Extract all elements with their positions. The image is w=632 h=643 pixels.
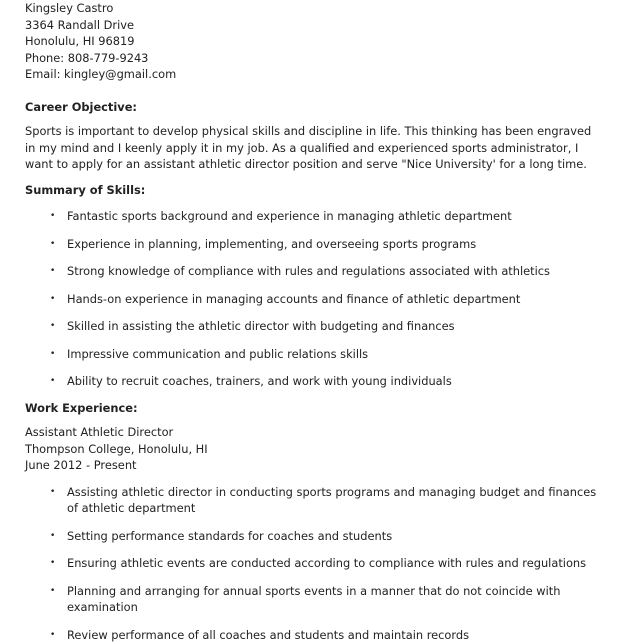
candidate-name: Kingsley Castro — [25, 0, 632, 17]
list-item — [25, 528, 607, 545]
list-item-text: Review performance of all coaches and students and maintain records — [67, 628, 469, 642]
bullet-icon: • — [50, 484, 55, 501]
list-item-text: Setting performance standards for coaches and students — [67, 529, 392, 543]
bullet-icon: • — [50, 373, 55, 390]
list-item-text: Ability to recruit coaches, trainers, and work with young individuals — [67, 374, 452, 388]
address-line-1: 3364 Randall Drive — [25, 17, 632, 34]
bullet-icon: • — [50, 318, 55, 335]
email-line: Email: kingley@gmail.com — [25, 66, 632, 83]
job-details — [25, 424, 632, 474]
list-item — [25, 291, 607, 308]
list-item-text: Fantastic sports background and experience in managing athletic department — [67, 209, 512, 223]
bullet-icon: • — [50, 263, 55, 280]
bullet-icon: • — [50, 208, 55, 225]
job-dates: June 2012 - Present — [25, 457, 632, 474]
skills-list — [25, 208, 632, 390]
list-item-text: Strong knowledge of compliance with rules and regulations associated with athletics — [67, 264, 550, 278]
list-item-text: Hands-on experience in managing accounts and finance of athletic department — [67, 292, 520, 306]
list-item — [25, 208, 607, 225]
work-experience-heading: Work Experience: — [25, 400, 632, 417]
contact-block — [25, 0, 632, 83]
bullet-icon: • — [50, 291, 55, 308]
bullet-icon: • — [50, 528, 55, 545]
list-item-text: Planning and arranging for annual sports events in a manner that do not coincide with examination — [67, 584, 560, 615]
skills-summary-heading: Summary of Skills: — [25, 182, 632, 199]
career-objective-heading: Career Objective: — [25, 99, 632, 116]
list-item-text: Assisting athletic director in conducting sports programs and managing budget and finances of athletic department — [67, 485, 596, 516]
list-item — [25, 318, 607, 335]
employer: Thompson College, Honolulu, HI — [25, 441, 632, 458]
list-item — [25, 627, 607, 643]
list-item — [25, 583, 607, 616]
address-line-2: Honolulu, HI 96819 — [25, 33, 632, 50]
bullet-icon: • — [50, 627, 55, 643]
list-item — [25, 263, 607, 280]
list-item-text: Ensuring athletic events are conducted according to compliance with rules and regulations — [67, 556, 586, 570]
bullet-icon: • — [50, 346, 55, 363]
job-title: Assistant Athletic Director — [25, 424, 632, 441]
list-item — [25, 373, 607, 390]
list-item — [25, 555, 607, 572]
phone-line: Phone: 808-779-9243 — [25, 50, 632, 67]
bullet-icon: • — [50, 555, 55, 572]
bullet-icon: • — [50, 583, 55, 600]
career-objective-text: Sports is important to develop physical skills and discipline in life. This thinking has been engraved in my mind and I keenly apply it in my job. As a qualified and experienced sports administrator, I want to apply for an assistant athletic director position and serve "Nice University' for a long time. — [25, 123, 605, 173]
list-item — [25, 236, 607, 253]
list-item-text: Skilled in assisting the athletic director with budgeting and finances — [67, 319, 455, 333]
list-item-text: Experience in planning, implementing, and overseeing sports programs — [67, 237, 476, 251]
list-item — [25, 346, 607, 363]
duties-list — [25, 484, 632, 643]
bullet-icon: • — [50, 236, 55, 253]
list-item — [25, 484, 607, 517]
list-item-text: Impressive communication and public relations skills — [67, 347, 368, 361]
